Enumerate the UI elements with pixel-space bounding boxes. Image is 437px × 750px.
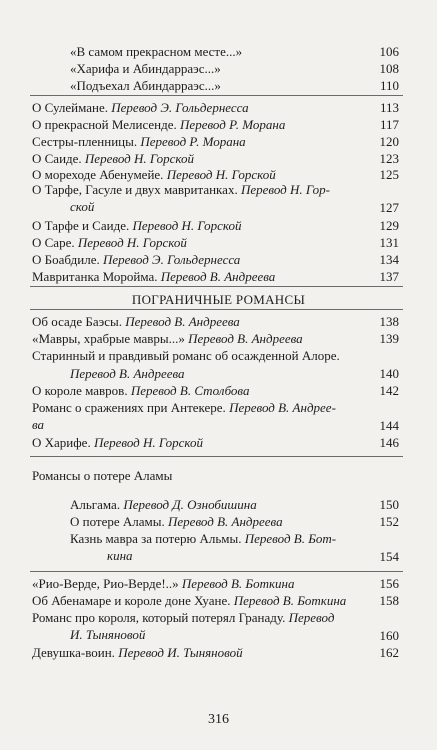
entry-page: 125 bbox=[379, 167, 399, 182]
divider bbox=[30, 286, 403, 287]
entry-title: О мореходе Абенумейе. bbox=[32, 167, 164, 182]
entry-title: О прекрасной Мелисенде. bbox=[32, 117, 177, 132]
entry-page: 142 bbox=[379, 383, 399, 398]
entry-title: «Рио-Верде, Рио-Верде!..» bbox=[32, 576, 179, 591]
entry-title: Романс о сражениях при Антекере. bbox=[32, 400, 226, 415]
entry-page: 113 bbox=[379, 100, 399, 115]
entry-translator: Перевод Д. Ознобишина bbox=[123, 497, 257, 512]
entry-title: О Харифе. bbox=[32, 435, 91, 450]
entry-title: Об осаде Баэсы. bbox=[32, 314, 122, 329]
entry-page: 108 bbox=[379, 61, 399, 76]
entry-translator: Перевод В. Столбова bbox=[130, 383, 250, 398]
entry-title: «Подъехал Абиндарраэс...» bbox=[70, 78, 221, 93]
entry-translator: Перевод Н. Горской bbox=[93, 435, 203, 450]
entry-title: О Саре. bbox=[32, 235, 75, 250]
entry-translator: Перевод В. Андреева bbox=[125, 314, 240, 329]
group-heading: Романсы о потере Аламы bbox=[32, 468, 173, 483]
entry-translator: Перевод bbox=[288, 610, 335, 625]
entry-page: 162 bbox=[379, 645, 399, 660]
entry-translator: Перевод Н. Горской bbox=[77, 235, 187, 250]
entry-continuation: кина bbox=[107, 548, 133, 563]
entry-translator: Перевод В. Андреева bbox=[188, 331, 303, 346]
entry-translator: Перевод В. Бот- bbox=[244, 531, 337, 546]
entry-translator: Перевод И. Тыняновой bbox=[118, 645, 243, 660]
entry-title: Казнь мавра за потерю Альмы. bbox=[70, 531, 242, 546]
entry-translator: Перевод В. Боткина bbox=[233, 593, 347, 608]
entry-title: О Тарфе, Гасуле и двух мавританках. bbox=[32, 182, 238, 197]
entry-page: 146 bbox=[379, 435, 399, 450]
entry-title: «В самом прекрасном месте...» bbox=[70, 44, 243, 59]
entry-title: О короле мавров. bbox=[32, 383, 128, 398]
entry-page: 134 bbox=[379, 252, 399, 267]
entry-title: «Харифа и Абиндарраэс...» bbox=[70, 61, 221, 76]
entry-page: 123 bbox=[379, 151, 399, 166]
entry-page: 139 bbox=[379, 331, 399, 346]
entry-page: 160 bbox=[379, 628, 399, 643]
entry-title: О Саиде. bbox=[32, 151, 82, 166]
entry-page: 106 bbox=[379, 44, 399, 59]
entry-page: 137 bbox=[379, 269, 399, 284]
entry-title: О потере Аламы. bbox=[70, 514, 165, 529]
entry-translator: Перевод Н. Горской bbox=[132, 218, 242, 233]
entry-title: Сестры-пленницы. bbox=[32, 134, 138, 149]
entry-translator: Перевод Э. Гольдернесса bbox=[103, 252, 241, 267]
entry-title: Об Абенамаре и короле доне Хуане. bbox=[32, 593, 231, 608]
divider bbox=[30, 95, 403, 96]
entry-translator: Перевод В. Андреева bbox=[160, 269, 276, 284]
entry-page: 127 bbox=[379, 200, 399, 215]
entry-continuation: ва bbox=[32, 417, 45, 432]
entry-page: 150 bbox=[379, 497, 399, 512]
entry-page: 138 bbox=[379, 314, 399, 329]
page-number: 316 bbox=[208, 712, 229, 727]
entry-page: 154 bbox=[379, 549, 399, 564]
entry-title: О Боабдиле. bbox=[32, 252, 100, 267]
entry-title: Старинный и правдивый романс об осажденной Алоре. bbox=[32, 348, 340, 363]
entry-title: «Мавры, храбрые мавры...» bbox=[32, 331, 185, 346]
entry-title: О Тарфе и Саиде. bbox=[32, 218, 130, 233]
entry-page: 131 bbox=[379, 235, 399, 250]
entry-page: 152 bbox=[379, 514, 399, 529]
entry-continuation: ской bbox=[70, 199, 95, 214]
entry-translator: Перевод Н. Горской bbox=[84, 151, 194, 166]
entry-title: О Сулеймане. bbox=[32, 100, 109, 115]
entry-page: 158 bbox=[379, 593, 399, 608]
entry-continuation: И. Тыняновой bbox=[70, 627, 146, 642]
section-heading: ПОГРАНИЧНЫЕ РОМАНСЫ bbox=[131, 292, 306, 307]
entry-title: Мавританка Моройма. bbox=[32, 269, 158, 284]
entry-translator: Перевод Н. Горской bbox=[166, 167, 276, 182]
entry-page: 140 bbox=[379, 366, 399, 381]
entry-translator: Перевод Р. Морана bbox=[180, 117, 286, 132]
divider bbox=[30, 456, 403, 457]
entry-translator: Перевод Р. Морана bbox=[140, 134, 246, 149]
entry-translator: Перевод Э. Гольдернесса bbox=[111, 100, 249, 115]
entry-title: Альгама. bbox=[70, 497, 121, 512]
entry-translator: Перевод В. Боткина bbox=[181, 576, 295, 591]
entry-page: 117 bbox=[379, 117, 399, 132]
entry-title: Романс про короля, который потерял Гранаду. bbox=[32, 610, 286, 625]
entry-continuation: Перевод В. Андреева bbox=[70, 366, 185, 381]
entry-page: 156 bbox=[379, 576, 399, 591]
entry-page: 120 bbox=[379, 134, 399, 149]
entry-page: 110 bbox=[379, 78, 399, 93]
entry-page: 129 bbox=[379, 218, 399, 233]
entry-page: 144 bbox=[379, 418, 399, 433]
divider bbox=[30, 571, 403, 572]
entry-translator: Перевод В. Андрее- bbox=[229, 400, 336, 415]
divider bbox=[30, 309, 403, 310]
entry-title: Девушка-воин. bbox=[32, 645, 115, 660]
entry-translator: Перевод Н. Гор- bbox=[240, 182, 330, 197]
entry-translator: Перевод В. Андреева bbox=[168, 514, 283, 529]
